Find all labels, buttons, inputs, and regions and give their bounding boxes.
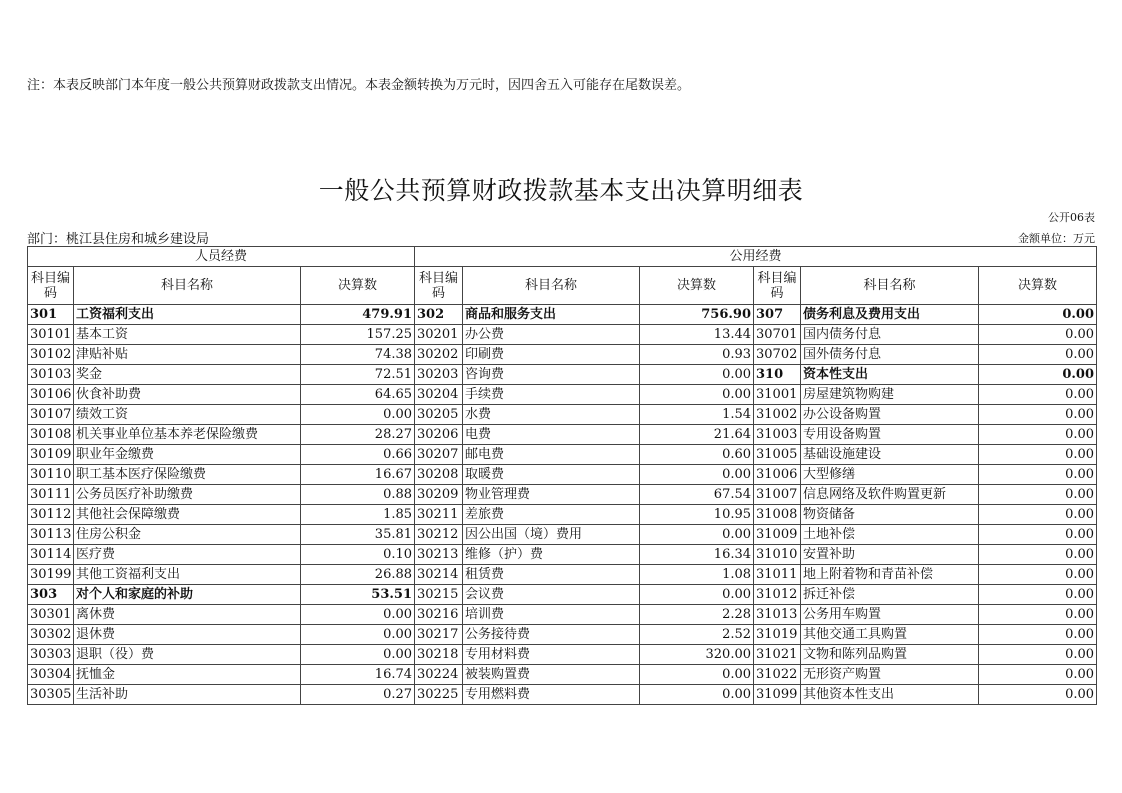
- amount-cell: 64.65: [301, 385, 415, 405]
- name-cell: 商品和服务支出: [463, 305, 640, 325]
- name-cell: 专用材料费: [463, 645, 640, 665]
- name-cell: 资本性支出: [801, 365, 979, 385]
- table-row: [28, 525, 1097, 545]
- name-cell: 办公设备购置: [801, 405, 979, 425]
- name-cell: 基本工资: [74, 325, 301, 345]
- name-cell: 奖金: [74, 365, 301, 385]
- amount-cell: 2.52: [640, 625, 754, 645]
- amount-cell: 0.00: [979, 525, 1097, 545]
- code-cell: 30112: [28, 505, 74, 525]
- amount-cell: 320.00: [640, 645, 754, 665]
- code-cell: 30108: [28, 425, 74, 445]
- code-cell: 31007: [754, 485, 801, 505]
- amount-cell: 16.74: [301, 665, 415, 685]
- amount-cell: 13.44: [640, 325, 754, 345]
- name-cell: 文物和陈列品购置: [801, 645, 979, 665]
- table-row: [28, 605, 1097, 625]
- code-cell: 30206: [415, 425, 463, 445]
- code-cell: 31001: [754, 385, 801, 405]
- amount-cell: 0.00: [301, 645, 415, 665]
- amount-cell: 1.54: [640, 405, 754, 425]
- name-cell: 会议费: [463, 585, 640, 605]
- code-cell: 30212: [415, 525, 463, 545]
- col-header-code: 科目编码: [415, 267, 463, 305]
- code-cell: 30702: [754, 345, 801, 365]
- table-row: [28, 365, 1097, 385]
- name-cell: 地上附着物和青苗补偿: [801, 565, 979, 585]
- name-cell: 信息网络及软件购置更新: [801, 485, 979, 505]
- col-header-code: 科目编码: [28, 267, 74, 305]
- name-cell: 医疗费: [74, 545, 301, 565]
- table-row: [28, 385, 1097, 405]
- amount-cell: 0.00: [640, 525, 754, 545]
- group-header-public: 公用经费: [415, 247, 1097, 267]
- name-cell: 拆迁补偿: [801, 585, 979, 605]
- name-cell: 培训费: [463, 605, 640, 625]
- group-header-personnel: 人员经费: [28, 247, 415, 267]
- amount-cell: 72.51: [301, 365, 415, 385]
- amount-cell: 756.90: [640, 305, 754, 325]
- name-cell: 因公出国（境）费用: [463, 525, 640, 545]
- code-cell: 30701: [754, 325, 801, 345]
- name-cell: 职业年金缴费: [74, 445, 301, 465]
- expenditure-table: [27, 246, 1097, 705]
- code-cell: 30203: [415, 365, 463, 385]
- code-cell: 30207: [415, 445, 463, 465]
- name-cell: 其他资本性支出: [801, 685, 979, 705]
- amount-cell: 0.00: [301, 605, 415, 625]
- amount-cell: 0.00: [979, 625, 1097, 645]
- table-row: [28, 645, 1097, 665]
- name-cell: 离休费: [74, 605, 301, 625]
- code-cell: 30202: [415, 345, 463, 365]
- amount-cell: 0.00: [979, 425, 1097, 445]
- name-cell: 伙食补助费: [74, 385, 301, 405]
- amount-cell: 0.00: [979, 585, 1097, 605]
- amount-cell: 479.91: [301, 305, 415, 325]
- amount-cell: 0.00: [979, 365, 1097, 385]
- code-cell: 30303: [28, 645, 74, 665]
- name-cell: 被装购置费: [463, 665, 640, 685]
- code-cell: 30114: [28, 545, 74, 565]
- table-row: [28, 325, 1097, 345]
- name-cell: 债务利息及费用支出: [801, 305, 979, 325]
- table-row: [28, 625, 1097, 645]
- amount-cell: 0.00: [301, 405, 415, 425]
- amount-cell: 0.00: [979, 385, 1097, 405]
- code-cell: 30106: [28, 385, 74, 405]
- page-title: 一般公共预算财政拨款基本支出决算明细表: [318, 176, 804, 205]
- amount-cell: 0.00: [979, 685, 1097, 705]
- col-header-name: 科目名称: [801, 267, 979, 305]
- amount-cell: 0.00: [979, 565, 1097, 585]
- group-header-row: [28, 247, 1097, 267]
- code-cell: 30218: [415, 645, 463, 665]
- col-header-code: 科目编码: [754, 267, 801, 305]
- amount-cell: 0.00: [979, 305, 1097, 325]
- amount-cell: 74.38: [301, 345, 415, 365]
- code-cell: 30215: [415, 585, 463, 605]
- code-cell: 307: [754, 305, 801, 325]
- name-cell: 安置补助: [801, 545, 979, 565]
- code-cell: 30101: [28, 325, 74, 345]
- name-cell: 其他工资福利支出: [74, 565, 301, 585]
- amount-cell: 0.60: [640, 445, 754, 465]
- name-cell: 邮电费: [463, 445, 640, 465]
- amount-cell: 0.00: [640, 585, 754, 605]
- code-cell: 30113: [28, 525, 74, 545]
- code-cell: 30224: [415, 665, 463, 685]
- amount-cell: 35.81: [301, 525, 415, 545]
- amount-cell: 0.00: [640, 685, 754, 705]
- code-cell: 30199: [28, 565, 74, 585]
- amount-cell: 0.00: [979, 605, 1097, 625]
- amount-cell: 0.00: [979, 445, 1097, 465]
- amount-cell: 0.00: [979, 545, 1097, 565]
- code-cell: 30213: [415, 545, 463, 565]
- code-cell: 30110: [28, 465, 74, 485]
- name-cell: 差旅费: [463, 505, 640, 525]
- code-cell: 303: [28, 585, 74, 605]
- col-header-name: 科目名称: [74, 267, 301, 305]
- amount-cell: 0.00: [640, 665, 754, 685]
- table-note: 注：本表反映部门本年度一般公共预算财政拨款支出情况。本表金额转换为万元时，因四舍五入可能存在尾数误差。: [27, 78, 691, 93]
- code-cell: 31009: [754, 525, 801, 545]
- name-cell: 租赁费: [463, 565, 640, 585]
- amount-cell: 53.51: [301, 585, 415, 605]
- code-cell: 30304: [28, 665, 74, 685]
- name-cell: 无形资产购置: [801, 665, 979, 685]
- amount-cell: 0.00: [640, 365, 754, 385]
- col-header-name: 科目名称: [463, 267, 640, 305]
- name-cell: 其他交通工具购置: [801, 625, 979, 645]
- amount-cell: 26.88: [301, 565, 415, 585]
- code-cell: 31022: [754, 665, 801, 685]
- col-header-amount: 决算数: [640, 267, 754, 305]
- code-cell: 30208: [415, 465, 463, 485]
- amount-cell: 67.54: [640, 485, 754, 505]
- code-cell: 31013: [754, 605, 801, 625]
- code-cell: 30111: [28, 485, 74, 505]
- name-cell: 手续费: [463, 385, 640, 405]
- name-cell: 大型修缮: [801, 465, 979, 485]
- code-cell: 30305: [28, 685, 74, 705]
- table-row: [28, 425, 1097, 445]
- amount-cell: 0.10: [301, 545, 415, 565]
- code-cell: 31008: [754, 505, 801, 525]
- name-cell: 土地补偿: [801, 525, 979, 545]
- name-cell: 绩效工资: [74, 405, 301, 425]
- code-cell: 30209: [415, 485, 463, 505]
- code-cell: 30302: [28, 625, 74, 645]
- code-cell: 31019: [754, 625, 801, 645]
- code-cell: 30109: [28, 445, 74, 465]
- name-cell: 电费: [463, 425, 640, 445]
- name-cell: 机关事业单位基本养老保险缴费: [74, 425, 301, 445]
- name-cell: 退休费: [74, 625, 301, 645]
- name-cell: 咨询费: [463, 365, 640, 385]
- name-cell: 抚恤金: [74, 665, 301, 685]
- name-cell: 公务用车购置: [801, 605, 979, 625]
- code-cell: 302: [415, 305, 463, 325]
- code-cell: 31006: [754, 465, 801, 485]
- name-cell: 职工基本医疗保险缴费: [74, 465, 301, 485]
- name-cell: 工资福利支出: [74, 305, 301, 325]
- code-cell: 30102: [28, 345, 74, 365]
- table-row: [28, 405, 1097, 425]
- amount-cell: 16.34: [640, 545, 754, 565]
- name-cell: 维修（护）费: [463, 545, 640, 565]
- name-cell: 基础设施建设: [801, 445, 979, 465]
- name-cell: 津贴补贴: [74, 345, 301, 365]
- name-cell: 物资储备: [801, 505, 979, 525]
- code-cell: 301: [28, 305, 74, 325]
- name-cell: 公务员医疗补助缴费: [74, 485, 301, 505]
- table-row: [28, 505, 1097, 525]
- amount-cell: 0.00: [640, 385, 754, 405]
- name-cell: 其他社会保障缴费: [74, 505, 301, 525]
- name-cell: 专用燃料费: [463, 685, 640, 705]
- name-cell: 生活补助: [74, 685, 301, 705]
- name-cell: 印刷费: [463, 345, 640, 365]
- amount-unit-label: 金额单位：万元: [1018, 232, 1095, 245]
- amount-cell: 0.27: [301, 685, 415, 705]
- amount-cell: 1.08: [640, 565, 754, 585]
- amount-cell: 0.66: [301, 445, 415, 465]
- amount-cell: 0.00: [979, 405, 1097, 425]
- amount-cell: 0.00: [979, 345, 1097, 365]
- amount-cell: 0.00: [979, 465, 1097, 485]
- code-cell: 31002: [754, 405, 801, 425]
- code-cell: 30214: [415, 565, 463, 585]
- name-cell: 物业管理费: [463, 485, 640, 505]
- code-cell: 30211: [415, 505, 463, 525]
- code-cell: 31011: [754, 565, 801, 585]
- col-header-amount: 决算数: [301, 267, 415, 305]
- table-row: [28, 585, 1097, 605]
- amount-cell: 0.00: [979, 645, 1097, 665]
- column-header-row: [28, 267, 1097, 305]
- code-cell: 30201: [415, 325, 463, 345]
- code-cell: 30216: [415, 605, 463, 625]
- code-cell: 31005: [754, 445, 801, 465]
- department-label: 部门：桃江县住房和城乡建设局: [27, 232, 210, 247]
- amount-cell: 0.00: [979, 505, 1097, 525]
- code-cell: 30205: [415, 405, 463, 425]
- table-row: [28, 345, 1097, 365]
- table-row: [28, 685, 1097, 705]
- code-cell: 30225: [415, 685, 463, 705]
- table-row: [28, 445, 1097, 465]
- code-cell: 30103: [28, 365, 74, 385]
- table-row: [28, 305, 1097, 325]
- name-cell: 住房公积金: [74, 525, 301, 545]
- name-cell: 办公费: [463, 325, 640, 345]
- name-cell: 房屋建筑物购建: [801, 385, 979, 405]
- table-row: [28, 485, 1097, 505]
- table-row: [28, 565, 1097, 585]
- code-cell: 30301: [28, 605, 74, 625]
- table-row: [28, 545, 1097, 565]
- amount-cell: 10.95: [640, 505, 754, 525]
- amount-cell: 157.25: [301, 325, 415, 345]
- code-cell: 30107: [28, 405, 74, 425]
- name-cell: 公务接待费: [463, 625, 640, 645]
- amount-cell: 2.28: [640, 605, 754, 625]
- amount-cell: 0.00: [301, 625, 415, 645]
- amount-cell: 1.85: [301, 505, 415, 525]
- name-cell: 对个人和家庭的补助: [74, 585, 301, 605]
- code-cell: 30217: [415, 625, 463, 645]
- amount-cell: 0.93: [640, 345, 754, 365]
- amount-cell: 21.64: [640, 425, 754, 445]
- amount-cell: 0.88: [301, 485, 415, 505]
- name-cell: 退职（役）费: [74, 645, 301, 665]
- code-cell: 31012: [754, 585, 801, 605]
- amount-cell: 0.00: [979, 325, 1097, 345]
- code-cell: 31010: [754, 545, 801, 565]
- name-cell: 国内债务付息: [801, 325, 979, 345]
- table-row: [28, 665, 1097, 685]
- amount-cell: 0.00: [979, 665, 1097, 685]
- amount-cell: 16.67: [301, 465, 415, 485]
- amount-cell: 28.27: [301, 425, 415, 445]
- code-cell: 310: [754, 365, 801, 385]
- table-row: [28, 465, 1097, 485]
- name-cell: 水费: [463, 405, 640, 425]
- amount-cell: 0.00: [979, 485, 1097, 505]
- name-cell: 专用设备购置: [801, 425, 979, 445]
- code-cell: 30204: [415, 385, 463, 405]
- code-cell: 31021: [754, 645, 801, 665]
- code-cell: 31003: [754, 425, 801, 445]
- col-header-amount: 决算数: [979, 267, 1097, 305]
- name-cell: 国外债务付息: [801, 345, 979, 365]
- name-cell: 取暖费: [463, 465, 640, 485]
- amount-cell: 0.00: [640, 465, 754, 485]
- code-cell: 31099: [754, 685, 801, 705]
- form-code: 公开06表: [1048, 211, 1095, 224]
